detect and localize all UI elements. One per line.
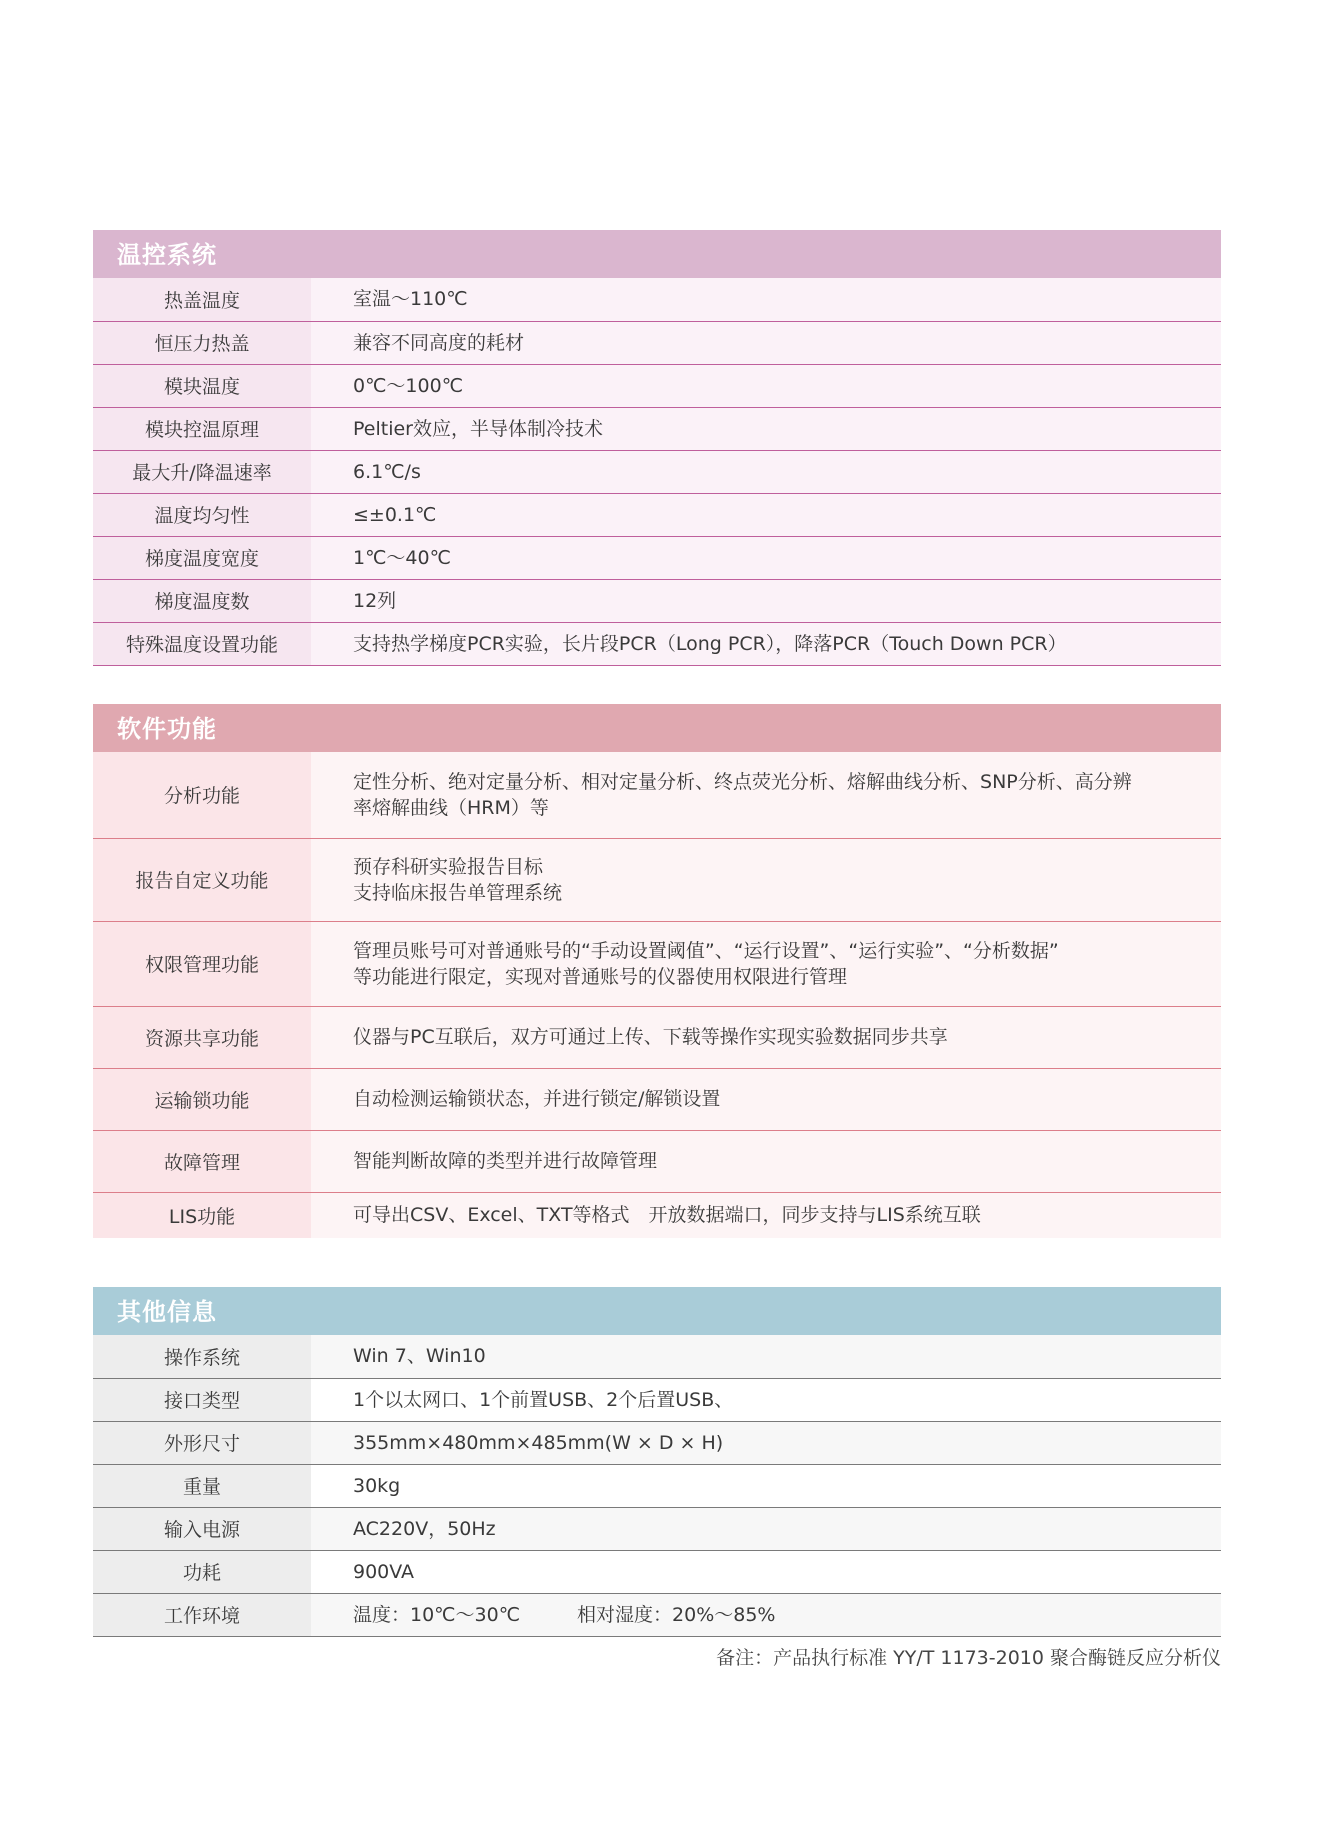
table-row [93,1192,1221,1238]
section-title: 其他信息 [93,1287,1221,1335]
row-value: 定性分析、绝对定量分析、相对定量分析、终点荧光分析、熔解曲线分析、SNP分析、高分辨 率熔解曲线（HRM）等 [311,752,1221,838]
section-temperature-control [93,230,1221,666]
table-row [93,1335,1221,1378]
row-label: 报告自定义功能 [93,838,311,921]
table-row [93,450,1221,493]
table-row [93,1130,1221,1192]
table-row [93,1507,1221,1550]
row-label: 模块控温原理 [93,407,311,450]
table-row [93,1464,1221,1507]
row-label: 权限管理功能 [93,921,311,1006]
spec-table [93,1335,1221,1637]
table-row [93,921,1221,1006]
table-row [93,321,1221,364]
row-label: 外形尺寸 [93,1421,311,1464]
table-row [93,1378,1221,1421]
table-row [93,536,1221,579]
row-value: 管理员账号可对普通账号的“手动设置阈值”、“运行设置”、“运行实验”、“分析数据” 等功能进行限定，实现对普通账号的仪器使用权限进行管理 [311,921,1221,1006]
row-value: 12列 [311,579,1221,622]
footnote: 备注：产品执行标准 YY/T 1173-2010 聚合酶链反应分析仪 [716,1647,1221,1669]
row-value: 温度：10℃～30℃ 相对湿度：20%～85% [311,1593,1221,1636]
row-label: 资源共享功能 [93,1006,311,1068]
row-value: Peltier效应，半导体制冷技术 [311,407,1221,450]
row-label: LIS功能 [93,1192,311,1238]
row-value: 支持热学梯度PCR实验，长片段PCR（Long PCR），降落PCR（Touch Down PCR） [311,622,1221,665]
row-value: ≤±0.1℃ [311,493,1221,536]
table-row [93,407,1221,450]
row-value: 可导出CSV、Excel、TXT等格式 开放数据端口，同步支持与LIS系统互联 [311,1192,1221,1238]
table-row [93,1593,1221,1636]
table-row [93,838,1221,921]
row-label: 模块温度 [93,364,311,407]
row-label: 输入电源 [93,1507,311,1550]
row-value: 1个以太网口、1个前置USB、2个后置USB、 [311,1378,1221,1421]
row-label: 特殊温度设置功能 [93,622,311,665]
row-label: 操作系统 [93,1335,311,1378]
spec-table [93,278,1221,666]
row-label: 最大升/降温速率 [93,450,311,493]
row-value: 900VA [311,1550,1221,1593]
row-value: 0℃～100℃ [311,364,1221,407]
row-label: 梯度温度宽度 [93,536,311,579]
row-label: 工作环境 [93,1593,311,1636]
row-label: 运输锁功能 [93,1068,311,1130]
row-label: 故障管理 [93,1130,311,1192]
table-row [93,278,1221,321]
section-software-functions [93,704,1221,1238]
row-label: 重量 [93,1464,311,1507]
table-row [93,1550,1221,1593]
section-other-info [93,1287,1221,1637]
row-label: 接口类型 [93,1378,311,1421]
row-value: 智能判断故障的类型并进行故障管理 [311,1130,1221,1192]
row-label: 功耗 [93,1550,311,1593]
row-value: 1℃～40℃ [311,536,1221,579]
row-value: 6.1℃/s [311,450,1221,493]
row-label: 分析功能 [93,752,311,838]
table-row [93,752,1221,838]
spec-table [93,752,1221,1238]
row-value: 355mm×480mm×485mm(W × D × H) [311,1421,1221,1464]
row-label: 温度均匀性 [93,493,311,536]
table-row [93,622,1221,665]
table-row [93,1068,1221,1130]
row-value: 30kg [311,1464,1221,1507]
row-value: 兼容不同高度的耗材 [311,321,1221,364]
row-value: 预存科研实验报告目标 支持临床报告单管理系统 [311,838,1221,921]
table-row [93,1006,1221,1068]
table-row [93,364,1221,407]
row-value: 室温～110℃ [311,278,1221,321]
row-value: AC220V，50Hz [311,1507,1221,1550]
row-label: 梯度温度数 [93,579,311,622]
row-value: Win 7、Win10 [311,1335,1221,1378]
row-value: 仪器与PC互联后，双方可通过上传、下载等操作实现实验数据同步共享 [311,1006,1221,1068]
row-label: 恒压力热盖 [93,321,311,364]
row-label: 热盖温度 [93,278,311,321]
row-value: 自动检测运输锁状态，并进行锁定/解锁设置 [311,1068,1221,1130]
section-title: 软件功能 [93,704,1221,752]
table-row [93,579,1221,622]
table-row [93,493,1221,536]
section-title: 温控系统 [93,230,1221,278]
table-row [93,1421,1221,1464]
